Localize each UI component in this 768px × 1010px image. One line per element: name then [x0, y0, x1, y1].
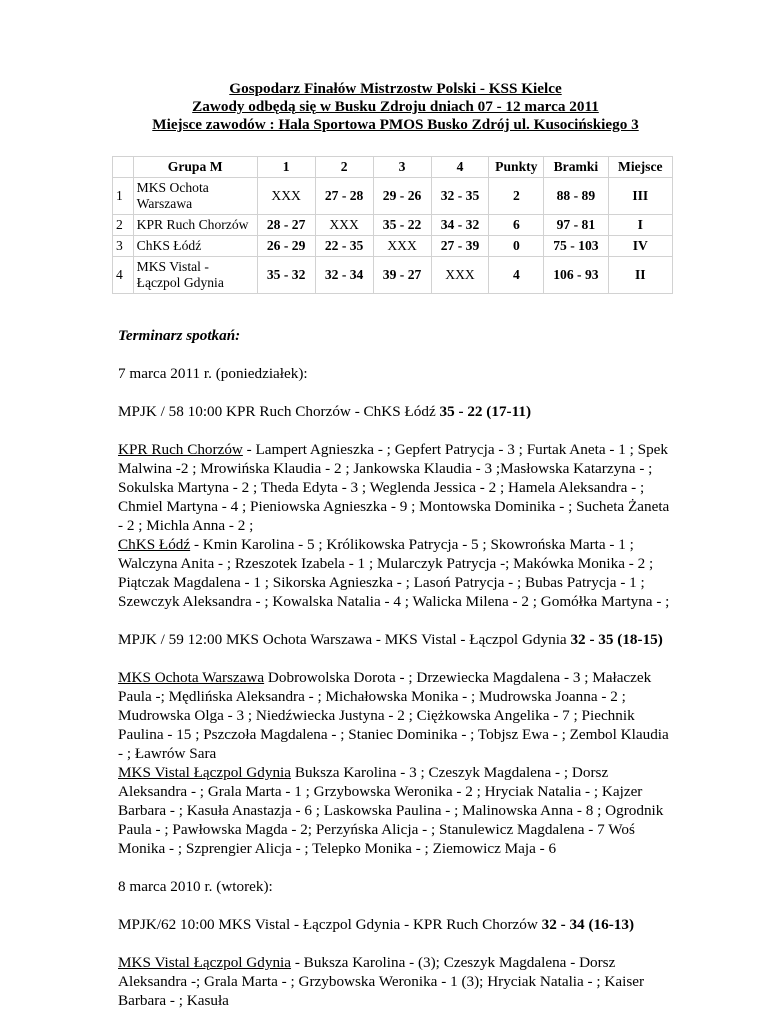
schedule-title: Terminarz spotkań:: [118, 327, 241, 344]
points-cell: 0: [489, 236, 544, 257]
score-cell: 32 - 34: [315, 257, 373, 294]
header-cell-goals: Bramki: [544, 157, 608, 178]
header-cell-1: 1: [257, 157, 315, 178]
score-cell: 35 - 32: [257, 257, 315, 294]
score-cell: 28 - 27: [257, 215, 315, 236]
match-score: 35 - 22 (17-11): [439, 403, 532, 420]
row-num: 4: [113, 257, 134, 294]
table-row: [113, 178, 673, 215]
row-num: 2: [113, 215, 134, 236]
goals-cell: 106 - 93: [544, 257, 608, 294]
match-score: 32 - 34 (16-13): [541, 916, 634, 933]
header-line-1: Gospodarz Finałów Mistrzostw Polski - KSS Kielce: [229, 80, 562, 97]
goals-cell: 75 - 103: [544, 236, 608, 257]
score-cell: 35 - 22: [373, 215, 431, 236]
header-line-3: Miejsce zawodów : Hala Sportowa PMOS Busko Zdrój ul. Kusocińskiego 3: [152, 116, 639, 133]
match-score: 32 - 35 (18-15): [570, 631, 663, 648]
score-cell: 26 - 29: [257, 236, 315, 257]
place-cell: II: [608, 257, 672, 294]
team-name-link: MKS Vistal Łączpol Gdynia: [118, 764, 292, 781]
match-desc: MPJK / 58 10:00 KPR Ruch Chorzów - ChKS Łódź: [118, 403, 440, 420]
team-lineup: [118, 953, 673, 1010]
team-name-link: MKS Ochota Warszawa: [118, 669, 265, 686]
score-cell: 32 - 35: [431, 178, 489, 215]
score-cell: 27 - 28: [315, 178, 373, 215]
points-cell: 2: [489, 178, 544, 215]
team-name: MKS Vistal - Łączpol Gdynia: [133, 257, 257, 294]
row-num: 1: [113, 178, 134, 215]
match-desc: MPJK/62 10:00 MKS Vistal - Łączpol Gdynia - KPR Ruch Chorzów: [118, 916, 542, 933]
points-cell: 6: [489, 215, 544, 236]
table-row: [113, 236, 673, 257]
player-list: - Buksza Karolina - (3); Czeszyk Magdalena - Dorsz Aleksandra -; Grala Marta - ; Grzybowska Weronika - 1 (3); Hryciak Natalia - ; Kaiser Barbara - ; Kasuła: [118, 954, 645, 1009]
match-desc: MPJK / 59 12:00 MKS Ochota Warszawa - MKS Vistal - Łączpol Gdynia: [118, 631, 571, 648]
team-lineup: [118, 763, 673, 858]
player-list: - Kmin Karolina - 5 ; Królikowska Patrycja - 5 ; Skowrońska Marta - 1 ; Walczyna Anita - ; Rzeszotek Izabela - 1 ; Mularczyk Patrycja -; Makówka Monika - 2 ; Piątczak Magdalena - 1 ; Sikorska Agnieszka - ; Lasoń Patrycja - ; Bubas Patrycja - 1 ; Szewczyk Aleksandra - ; Kowalska Natalia - 4 ; Walicka Milena - 2 ; Gomółka Martyna - ;: [118, 536, 670, 610]
team-name-link: ChKS Łódź: [118, 536, 191, 553]
score-cell: XXX: [373, 236, 431, 257]
team-lineup: [118, 668, 673, 763]
header-cell-group: Grupa M: [133, 157, 257, 178]
header-cell-2: 2: [315, 157, 373, 178]
team-name-link: MKS Vistal Łączpol Gdynia: [118, 954, 292, 971]
score-cell: 39 - 27: [373, 257, 431, 294]
player-list: Buksza Karolina - 3 ; Czeszyk Magdalena - ; Dorsz Aleksandra - ; Grala Marta - 1 ; Grzybowska Weronika - 2 ; Hryciak Natalia - ; Kajzer Barbara - ; Kasuła Anastazja - 6 ; Laskowska Paulina - ; Malinowska Anna - 8 ; Ogrodnik Paula - ; Pawłowska Magda - 2; Perzyńska Alicja - ; Stanulewicz Magdalena - 7 Woś Monika - ; Szprengier Alicja - ; Telepko Monika - ; Ziemowicz Maja - 6: [118, 764, 664, 857]
score-cell: 34 - 32: [431, 215, 489, 236]
day-date: 7 marca 2011 r. (poniedziałek):: [118, 365, 308, 382]
place-cell: I: [608, 215, 672, 236]
score-cell: 29 - 26: [373, 178, 431, 215]
results-table: [112, 156, 673, 294]
header-line-2: Zawody odbędą się w Busku Zdroju dniach 07 - 12 marca 2011: [192, 98, 599, 115]
team-lineup: [118, 440, 673, 535]
team-name-link: KPR Ruch Chorzów: [118, 441, 243, 458]
place-cell: IV: [608, 236, 672, 257]
match-info: [118, 402, 673, 421]
document-page: [118, 80, 673, 1010]
score-cell: XXX: [315, 215, 373, 236]
header-cell-4: 4: [431, 157, 489, 178]
player-list: Dobrowolska Dorota - ; Drzewiecka Magdalena - 3 ; Małaczek Paula -; Mędlińska Aleksandra - ; Michałowska Monika - ; Mudrowska Joanna - 2 ; Mudrowska Olga - 3 ; Niedźwiecka Justyna - 2 ; Ciężkowska Angelika - 7 ; Piechnik Paulina - 15 ; Pszczoła Magdalena - ; Staniec Dominika - ; Tobjsz Ewa - ; Zembol Klaudia - ; Ławrów Sara: [118, 669, 669, 762]
header-cell-3: 3: [373, 157, 431, 178]
goals-cell: 88 - 89: [544, 178, 608, 215]
row-num: 3: [113, 236, 134, 257]
team-name: ChKS Łódź: [133, 236, 257, 257]
table-row: [113, 257, 673, 294]
header-cell-place: Miejsce: [608, 157, 672, 178]
match-info: [118, 915, 673, 934]
table-header-row: [113, 157, 673, 178]
team-lineup: [118, 535, 673, 611]
score-cell: 22 - 35: [315, 236, 373, 257]
score-cell: 27 - 39: [431, 236, 489, 257]
goals-cell: 97 - 81: [544, 215, 608, 236]
place-cell: III: [608, 178, 672, 215]
score-cell: XXX: [257, 178, 315, 215]
points-cell: 4: [489, 257, 544, 294]
team-name: KPR Ruch Chorzów: [133, 215, 257, 236]
team-name: MKS Ochota Warszawa: [133, 178, 257, 215]
header-cell-num: [113, 157, 134, 178]
match-info: [118, 630, 673, 649]
header-cell-points: Punkty: [489, 157, 544, 178]
day-date: 8 marca 2010 r. (wtorek):: [118, 878, 273, 895]
table-row: [113, 215, 673, 236]
score-cell: XXX: [431, 257, 489, 294]
document-header: [118, 80, 673, 134]
player-list: - Lampert Agnieszka - ; Gepfert Patrycja - 3 ; Furtak Aneta - 1 ; Spek Malwina -2 ; Mrowińska Klaudia - 2 ; Jankowska Klaudia - 3 ;Masłowska Katarzyna - ; Sokulska Martyna - 2 ; Theda Edyta - 3 ; Weglenda Jessica - 2 ; Hamela Aleksandra - ; Chmiel Martyna - 4 ; Pieniowska Agnieszka - 9 ; Montowska Dominika - ; Sucheta Żaneta - 2 ; Michla Anna - 2 ;: [118, 441, 670, 534]
